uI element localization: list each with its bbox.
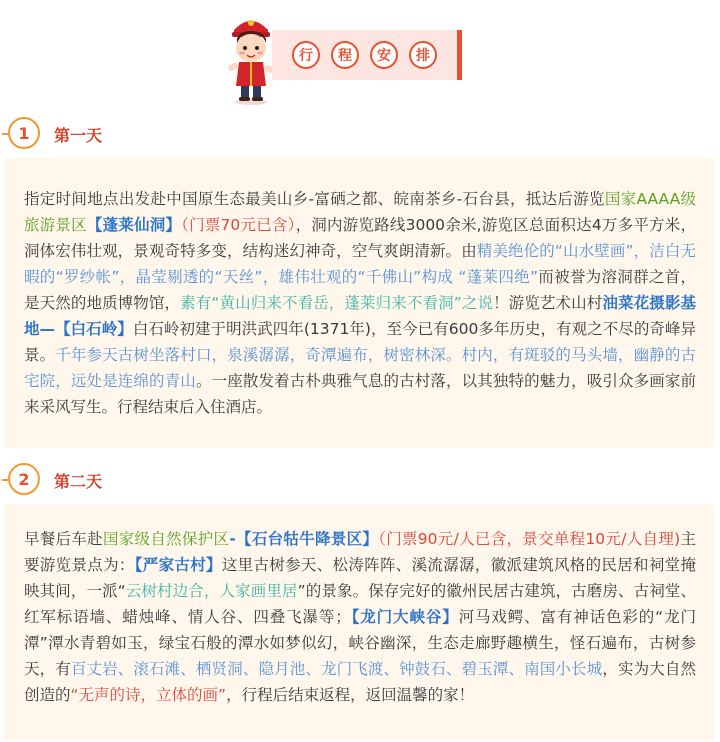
text-segment: 早餐后车赴 [24, 530, 103, 548]
title-char: 行 [292, 41, 320, 69]
text-segment: 国家级自然保护区 [102, 530, 230, 548]
text-segment: （门票90元/人已含，景交单程10元/人自理) [378, 530, 681, 548]
text-segment: ，实为大自然创造的 [24, 660, 696, 704]
day-title: 第二天 [54, 472, 103, 491]
text-segment: 【蓬莱仙洞】 [86, 216, 182, 234]
header [0, 0, 720, 112]
text-segment: 素有“黄山归来不看岳，蓬莱归来不看洞”之说 [180, 294, 494, 312]
text-segment: 千年参天古树坐落村口，泉溪潺潺，奇潭遍布，树密林深。村内，有斑驳的马头墙，幽静的古宅院，远处是连绵的青山 [24, 346, 696, 390]
text-segment: 。一座散发着古朴典雅气息的古村落，以其独特的魅力，吸引众多画家前来采风写生。行程结束后入住酒店。 [24, 372, 696, 416]
text-segment: ！游览艺术山村 [493, 294, 603, 312]
day-title: 第一天 [54, 126, 103, 145]
day-1-description [4, 158, 714, 448]
text-segment: 油菜花摄影基地—【白石岭】 [24, 294, 696, 338]
text-segment: ”的景象。保存完好的徽州民居古建筑，古磨房、古祠堂、红军标语墙、蜡烛峰、情人谷、四叠飞瀑等； [24, 582, 696, 626]
text-segment: 而被誉为溶洞群之首，是天然的地质博物馆， [24, 268, 696, 312]
text-segment: -【石台牯牛降景区】 [229, 530, 379, 548]
text-segment: 国家AAAA级旅游景区 [24, 190, 696, 234]
section-title [272, 30, 462, 80]
text-segment: 这里古树参天、松涛阵阵、溪流潺潺，徽派建筑风格的民居和祠堂掩映其间，一派“ [24, 556, 696, 600]
day-number-badge: 2 [8, 463, 40, 495]
day-1-header [0, 112, 720, 158]
text-segment: ，行程后结束返程，返回温馨的家！ [226, 686, 475, 704]
text-segment: 河马戏鳄、富有神话色彩的“龙门潭”潭水青碧如玉，绿宝石般的潭水如梦似幻，峡谷幽深，生态走廊野趣横生，怪石遍布，古树参天，有 [24, 608, 696, 678]
text-segment: 【严家古村】 [134, 556, 222, 574]
day-2-text [24, 526, 696, 708]
title-char: 程 [331, 41, 359, 69]
title-char: 安 [370, 41, 398, 69]
text-segment: （门票70元已含） [181, 216, 296, 234]
title-char: 排 [409, 41, 437, 69]
day-number-badge: 1 [8, 117, 40, 149]
text-segment: 百丈岩、滚石滩、栖贤洞、隐月池、龙门飞渡、钟鼓石、碧玉潭、南国小长城 [70, 660, 603, 678]
text-segment: 白石岭初建于明洪武四年(1371年)，至今已有600多年历史，有观之不尽的奇峰异景。 [24, 320, 696, 364]
text-segment: 云树村边合，人家画里居 [125, 582, 298, 600]
day-2-description [4, 504, 714, 740]
text-segment: 指定时间地点出发赴中国原生态最美山乡-富硒之都、皖南茶乡-石台县，抵达后游览 [24, 190, 605, 208]
text-segment: “无声的诗，立体的画” [70, 686, 227, 704]
day-1-text [24, 186, 696, 420]
text-segment: ，洞内游览路线3000余米,游览区总面积达4万多平方米，洞体宏伟壮观，景观奇特多变，结构迷幻神奇，空气爽朗清新。由 [24, 216, 696, 260]
text-segment: 精美绝伦的“山水壁画”，洁白无暇的“罗纱帐”，晶莹剔透的“天丝”，雄伟壮观的“千佛山”构成 “蓬莱四绝” [24, 242, 696, 286]
day-2-header [0, 458, 720, 504]
text-segment: 【龙门大峡谷】 [350, 608, 459, 626]
text-segment: 主要游览景点为： [24, 530, 696, 574]
